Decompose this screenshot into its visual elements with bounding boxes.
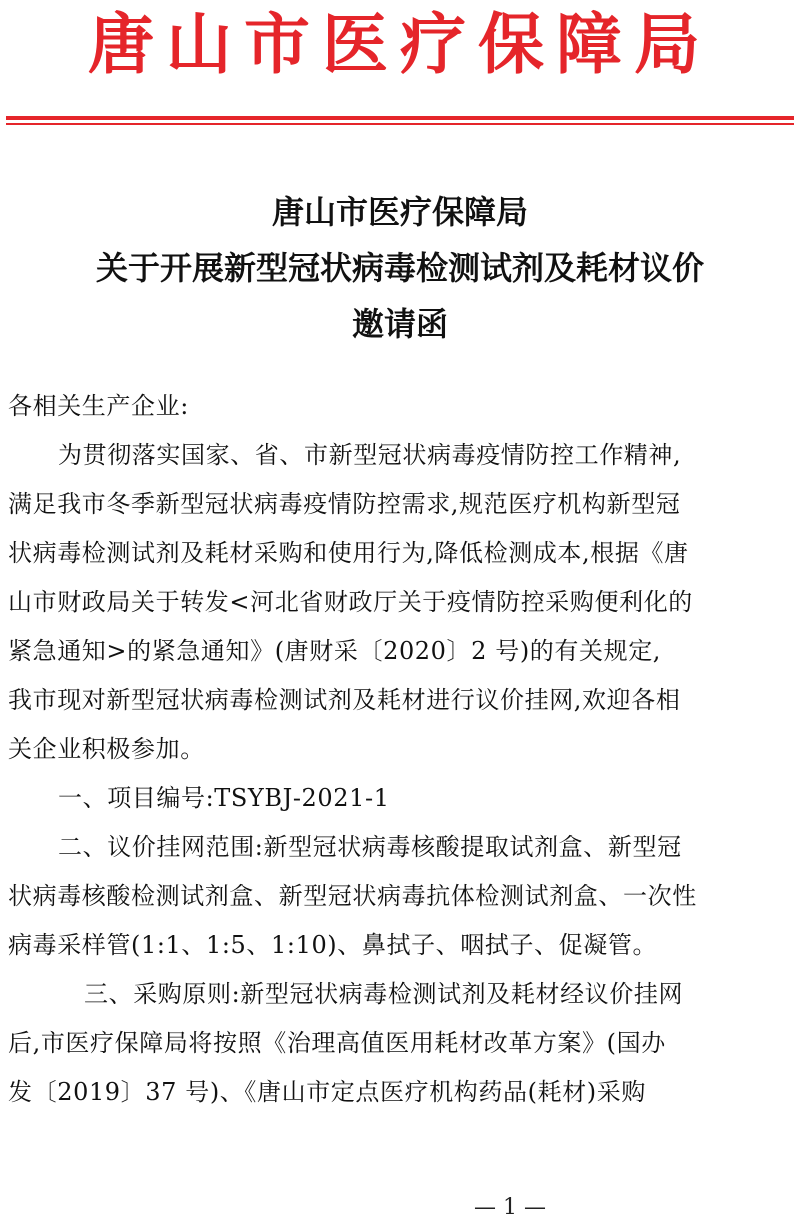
paragraph-line: 满足我市冬季新型冠状病毒疫情防控需求,规范医疗机构新型冠: [8, 490, 681, 518]
section-scope-line: 二、议价挂网范围:新型冠状病毒核酸提取试剂盒、新型冠: [58, 833, 682, 861]
document-title-line-1: 唐山市医疗保障局: [271, 193, 528, 231]
paragraph-line: 关企业积极参加。: [8, 735, 205, 763]
section-principles-line: 发〔2019〕37 号)、《唐山市定点医疗机构药品(耗材)采购: [8, 1078, 646, 1106]
section-scope-line: 状病毒核酸检测试剂盒、新型冠状病毒抗体检测试剂盒、一次性: [8, 882, 697, 910]
document-title: [0, 184, 800, 352]
paragraph-line: 山市财政局关于转发<河北省财政厅关于疫情防控采购便利化的: [8, 588, 693, 616]
salutation: 各相关生产企业:: [8, 392, 189, 420]
paragraph-line: 紧急通知>的紧急通知》(唐财采〔2020〕2 号)的有关规定,: [8, 637, 662, 665]
paragraph-line: 为贯彻落实国家、省、市新型冠状病毒疫情防控工作精神,: [58, 441, 682, 469]
document-title-line-3: 邀请函: [351, 305, 448, 343]
section-scope-line: 病毒采样管(1:1、1:5、1:10)、鼻拭子、咽拭子、促凝管。: [8, 931, 658, 959]
section-principles-line: 后,市医疗保障局将按照《治理高值医用耗材改革方案》(国办: [8, 1029, 666, 1057]
page-number: — 1 —: [474, 1195, 546, 1220]
document-title-line-2: 关于开展新型冠状病毒检测试剂及耗材议价: [95, 249, 704, 287]
section-principles-line: 三、采购原则:新型冠状病毒检测试剂及耗材经议价挂网: [84, 980, 684, 1008]
section-project-number: 一、项目编号:TSYBJ-2021-1: [58, 784, 390, 812]
document-body: [8, 382, 788, 1117]
masthead-agency-name: 唐山市医疗保障局: [88, 5, 712, 83]
masthead-red-rule-thick: [6, 116, 794, 120]
paragraph-line: 我市现对新型冠状病毒检测试剂及耗材进行议价挂网,欢迎各相: [8, 686, 681, 714]
masthead-red-rule-thin: [6, 123, 794, 125]
paragraph-line: 状病毒检测试剂及耗材采购和使用行为,降低检测成本,根据《唐: [8, 539, 689, 567]
